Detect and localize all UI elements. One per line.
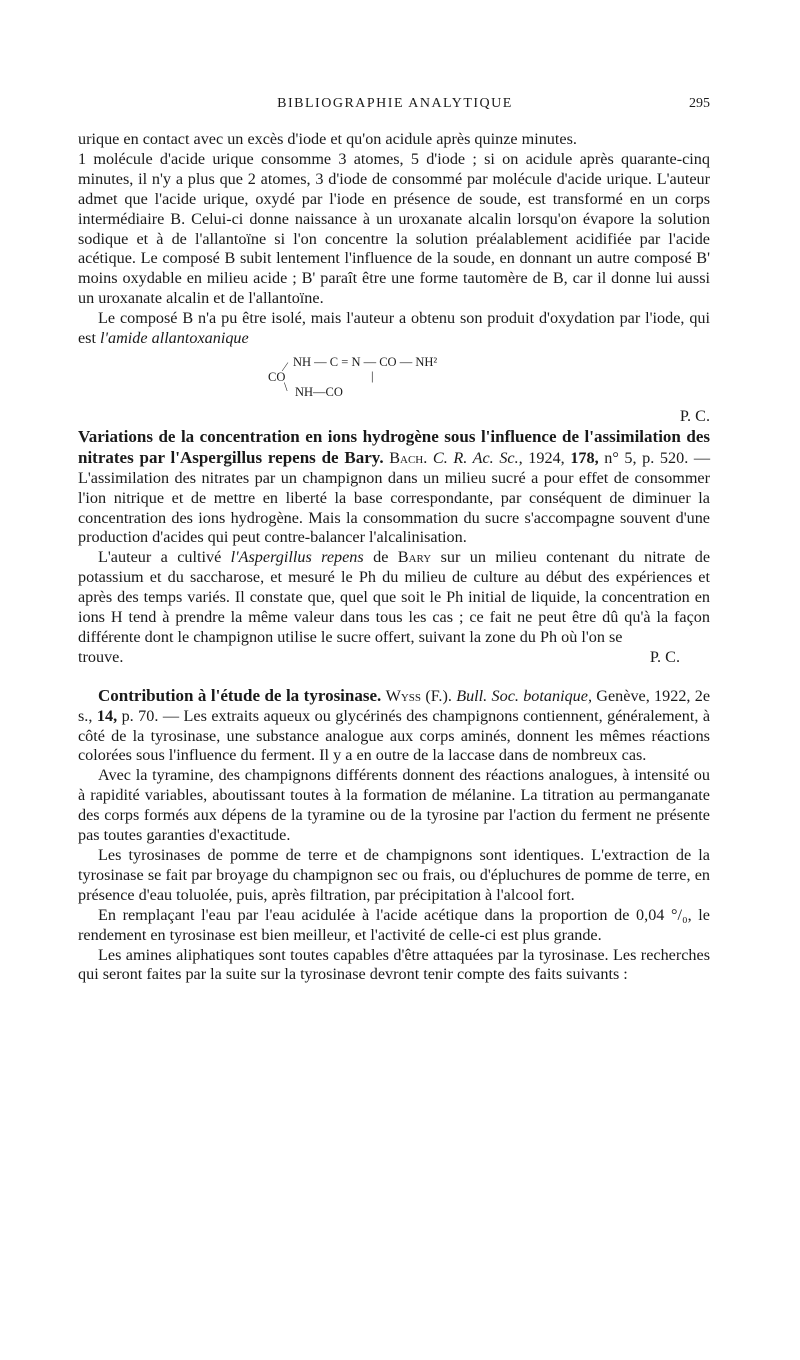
article3-pages: p. 70. [121, 706, 159, 725]
article3-paragraph5: Les amines aliphatiques sont toutes capables d'être attaquées par la tyrosinase. Les recherches qui seront faites par la suite sur la tyrosinase devront tenir compte des faits suivants : [78, 945, 710, 984]
body-text [78, 130, 710, 985]
article1-signature: P. C. [679, 406, 710, 425]
article2-paragraph2-end: trouve. [78, 647, 124, 666]
article3-paragraph1-text: — Les extraits aqueux ou glycérinés des champignons contiennent, généralement, à côté de la tyrosinase, une substance analogue aux corps aminés, donnent les mêmes réactions colorées sous l'influence du ferment. Il y a en outre de la laccase dans de nombreux cas. [78, 706, 711, 765]
article2-paragraph2 [78, 548, 710, 648]
chemical-formula [78, 349, 710, 407]
formula-backslash: \ [284, 379, 288, 394]
article2-paragraph1-text: — L'assimilation des nitrates par un champignon dans un milieu sucré a pour effet de consommer l'ion nitrique et de mettre en liberté la base correspondante, par conséquent de diminuer la concentration des ions hydrogène. Mais la consommation du sucre s'accompagne souvent d'une production d'acides qui peut contre-balancer l'alcalinisation. [78, 448, 711, 547]
article2-paragraph2-sc: Bary [397, 548, 432, 567]
article3-title: Contribution à l'étude de la tyrosinase. [98, 685, 382, 705]
article3-paragraph3: Les tyrosinases de pomme de terre et de champignons sont identiques. L'extraction de la tyrosinase se fait par broyage du champignon sec ou frais, ou d'épluchures de pomme de terre, en présence d'eau toluolée, puis, après filtration, par précipitation à l'alcool fort. [78, 846, 710, 904]
section-spacer [78, 668, 710, 686]
article1-italic-term: l'amide allantoxanique [100, 329, 249, 348]
formula-line1: NH — C = N — CO — NH² [293, 354, 438, 369]
article2-paragraph2-b: de [373, 548, 389, 567]
formula-bar: | [371, 368, 374, 383]
page-header [80, 96, 710, 118]
running-title: BIBLIOGRAPHIE ANALYTIQUE [277, 96, 513, 111]
article3-author: Wyss (F.). [385, 686, 452, 705]
article2-source: C. R. Ac. Sc., [432, 448, 523, 467]
article3-source-rest: Genève, 1922, 2e s., [78, 686, 711, 725]
article2-author: Bach. [389, 448, 428, 467]
article2-paragraph2-a: L'auteur a cultivé [98, 548, 222, 567]
article2-issue: n° 5, p. 520. [604, 448, 689, 467]
article3-source: Bull. Soc. botanique, [456, 686, 592, 705]
article2-last-line [78, 648, 710, 668]
article1-paragraph2 [78, 309, 710, 349]
article2-paragraph2-c: sur un milieu contenant du nitrate de potassium et du saccharose, et mesuré le Ph du milieu de culture au début des expériences et après des temps variés. Il constate que, quel que soit le Ph initial de liquide, la concentration en ions H tend à prendre la même valeur dans tous les cas ; ce fait ne peut être dû qu'à la façon différente dont le champignon utilise le sucre offert, suivant la zone du Ph où l'on se [78, 548, 710, 646]
article3-volume: 14, [96, 706, 118, 725]
article2-title: Variations de la concentration en ions hydrogène sous l'influence de l'assimilation des nitrates par l'Aspergillus repens de Bary. [78, 426, 710, 467]
formula-co: CO [268, 369, 286, 384]
article1-paragraph2-text: Le composé B n'a pu être isolé, mais l'auteur a obtenu son produit d'oxydation par l'iode, qui est [78, 309, 710, 348]
article3-paragraph4: En remplaçant l'eau par l'eau acidulée à l'acide acétique dans la proportion de 0,04 °/₀, le rendement en tyrosinase est bien meilleur, et l'activité de celle-ci est plus grande. [78, 905, 710, 944]
formula-slash: ⁄ [284, 359, 287, 374]
article1-paragraph1: 1 molécule d'acide urique consomme 3 atomes, 5 d'iode ; si on acidule après quarante-cinq minutes, il n'y a plus que 2 atomes, 3 d'iode de consommé par molécule d'acide urique. L'auteur admet que l'acide urique, oxydé par l'iode en présence de soude, est transformé en un corps intermédiaire B. Celui-ci donne naissance à un uroxanate alcalin lorsqu'on évapore la solution sodique et à de l'allantoïne si l'on concentre la solution préalablement acidifiée par l'acide acétique. Le composé B subit lentement l'influence de la soude, en donnant un autre composé B' moins oxydable en milieu acide ; B' paraît être une forme tautomère de B, car il donne lui aussi un uroxanate alcalin et de l'allantoïne. [78, 149, 710, 308]
article3-paragraph1 [78, 686, 710, 767]
article2-species: l'Aspergillus repens [230, 548, 364, 567]
article2-signature: P. C. [649, 647, 680, 666]
article2-paragraph1 [78, 427, 710, 548]
formula-line2: NH—CO [295, 384, 343, 399]
page-number: 295 [689, 96, 710, 111]
article3-paragraph2: Avec la tyramine, des champignons différents donnent des réactions analogues, à intensité ou à rapidité variables, aboutissant toutes à la formation de mélanine. La titration au permanganate des corps formés aux dépens de la tyramine ou de la tyrosine par l'action du ferment ne présente pas toutes garanties d'exactitude. [78, 766, 710, 845]
article2-volume: 178, [570, 448, 599, 467]
article1-line1: urique en contact avec un excès d'iode et qu'on acidule après quinze minutes. [78, 130, 577, 148]
article2-year: 1924, [528, 448, 565, 467]
